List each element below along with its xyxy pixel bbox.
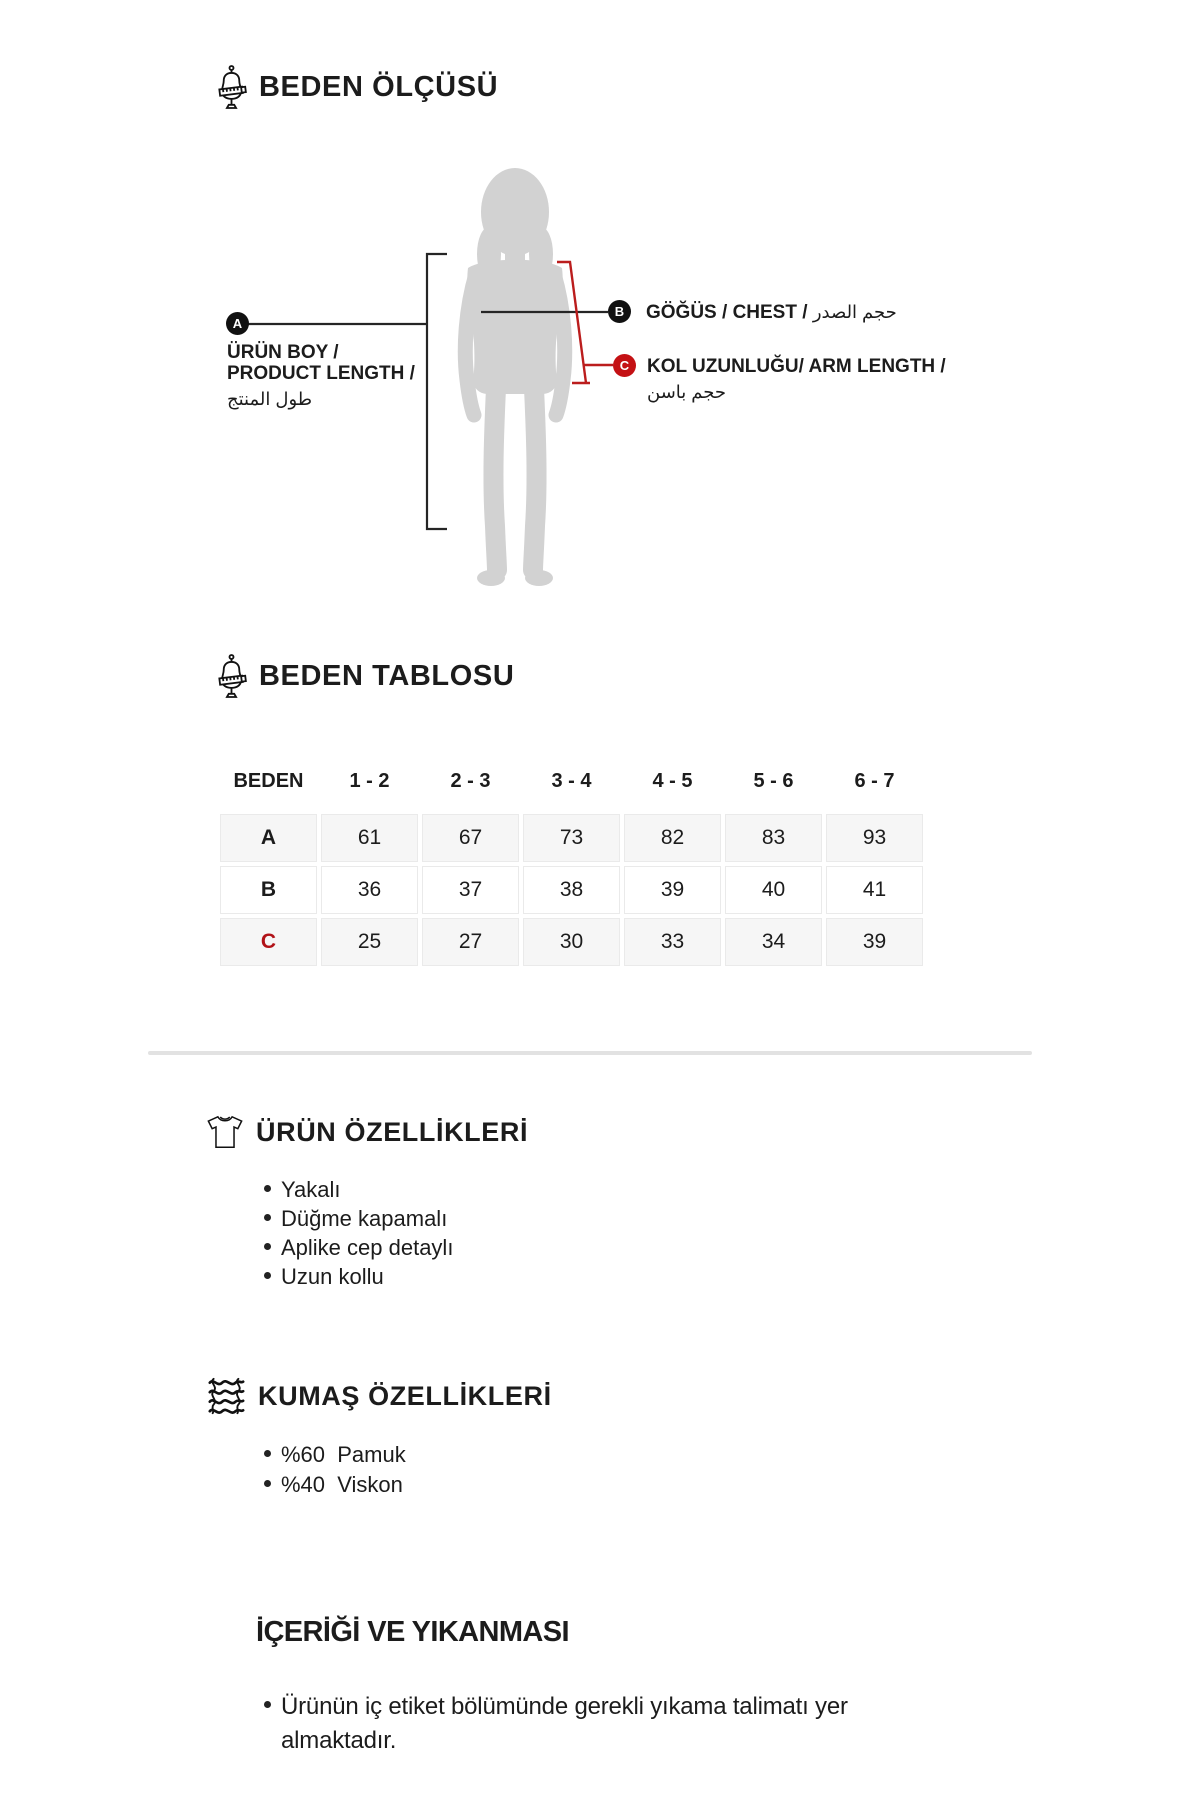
- care-text: Ürünün iç etiket bölümünde gerekli yıkama talimatı yer almaktadır.: [281, 1693, 848, 1754]
- table-cell: 27: [422, 918, 519, 966]
- label-arm-length: [647, 356, 946, 403]
- table-header-cell: BEDEN: [233, 769, 304, 792]
- table-cell: 61: [321, 814, 418, 862]
- table-header-cell: 1 - 2: [349, 769, 390, 792]
- table-cell: 25: [321, 918, 418, 966]
- table-cell: 38: [523, 866, 620, 914]
- feature-text: Aplike cep detaylı: [281, 1235, 454, 1260]
- list-item: [262, 1690, 953, 1758]
- mannequin-icon: [216, 653, 247, 700]
- table-cell: 39: [624, 866, 721, 914]
- label-chest-text: GÖĞÜS / CHEST /: [646, 302, 808, 323]
- size-table: [216, 762, 927, 970]
- marker-b: B: [608, 300, 631, 323]
- product-features-header: [206, 1110, 528, 1154]
- label-product-length-line1: ÜRÜN BOY /: [227, 342, 339, 363]
- list-item: [262, 1233, 453, 1262]
- table-cell: 34: [725, 918, 822, 966]
- label-product-length-arabic: طول المنتج: [227, 389, 313, 409]
- label-chest-arabic: حجم الصدر: [812, 302, 897, 322]
- row-label: C: [220, 918, 317, 966]
- table-row: [220, 918, 923, 966]
- feature-text: Uzun kollu: [281, 1264, 384, 1289]
- care-list: [262, 1690, 953, 1758]
- product-features-list: [262, 1175, 453, 1291]
- list-item: [262, 1175, 453, 1204]
- fabric-features-list: [262, 1440, 406, 1500]
- table-header-cell: 5 - 6: [753, 769, 794, 792]
- measurement-lines: [0, 0, 1200, 650]
- marker-a: A: [226, 312, 249, 335]
- table-row: [220, 866, 923, 914]
- list-item: [262, 1262, 453, 1291]
- size-guide-title: BEDEN ÖLÇÜSÜ: [259, 70, 499, 103]
- size-table-title: BEDEN TABLOSU: [259, 659, 515, 692]
- row-label: B: [220, 866, 317, 914]
- label-arm-length-text: KOL UZUNLUĞU/ ARM LENGTH /: [647, 356, 946, 377]
- product-features-title: ÜRÜN ÖZELLİKLERİ: [256, 1116, 529, 1147]
- table-row: [220, 814, 923, 862]
- feature-text: Yakalı: [281, 1177, 341, 1202]
- label-chest: [646, 302, 897, 323]
- label-product-length: [227, 342, 415, 410]
- list-item: [262, 1470, 406, 1500]
- table-cell: 39: [826, 918, 923, 966]
- table-header-cell: 6 - 7: [854, 769, 895, 792]
- row-label: A: [220, 814, 317, 862]
- table-cell: 30: [523, 918, 620, 966]
- fabric-text: %60 Pamuk: [281, 1442, 406, 1467]
- table-cell: 33: [624, 918, 721, 966]
- fabric-text: %40 Viskon: [281, 1472, 403, 1497]
- section-divider: [148, 1051, 1032, 1055]
- table-cell: 40: [725, 866, 822, 914]
- table-header-row: [220, 766, 923, 810]
- tshirt-icon: [206, 1114, 244, 1150]
- label-arm-length-arabic: حجم باسن: [647, 382, 727, 402]
- fabric-features-header: [206, 1372, 552, 1420]
- table-header-cell: 4 - 5: [652, 769, 693, 792]
- table-cell: 82: [624, 814, 721, 862]
- care-title: İÇERİĞİ VE YIKANMASI: [256, 1616, 569, 1648]
- list-item: [262, 1440, 406, 1470]
- table-cell: 41: [826, 866, 923, 914]
- table-cell: 67: [422, 814, 519, 862]
- table-cell: 36: [321, 866, 418, 914]
- list-item: [262, 1204, 453, 1233]
- table-header-cell: 2 - 3: [450, 769, 491, 792]
- table-cell: 83: [725, 814, 822, 862]
- fabric-features-title: KUMAŞ ÖZELLİKLERİ: [258, 1380, 552, 1411]
- table-cell: 37: [422, 866, 519, 914]
- feature-text: Düğme kapamalı: [281, 1206, 448, 1231]
- label-product-length-line2: PRODUCT LENGTH /: [227, 363, 415, 384]
- size-table-header: [216, 652, 514, 700]
- marker-c: C: [613, 354, 636, 377]
- fabric-weave-icon: [206, 1374, 246, 1418]
- table-cell: 73: [523, 814, 620, 862]
- table-header-cell: 3 - 4: [551, 769, 592, 792]
- care-header: [256, 1616, 569, 1649]
- table-cell: 93: [826, 814, 923, 862]
